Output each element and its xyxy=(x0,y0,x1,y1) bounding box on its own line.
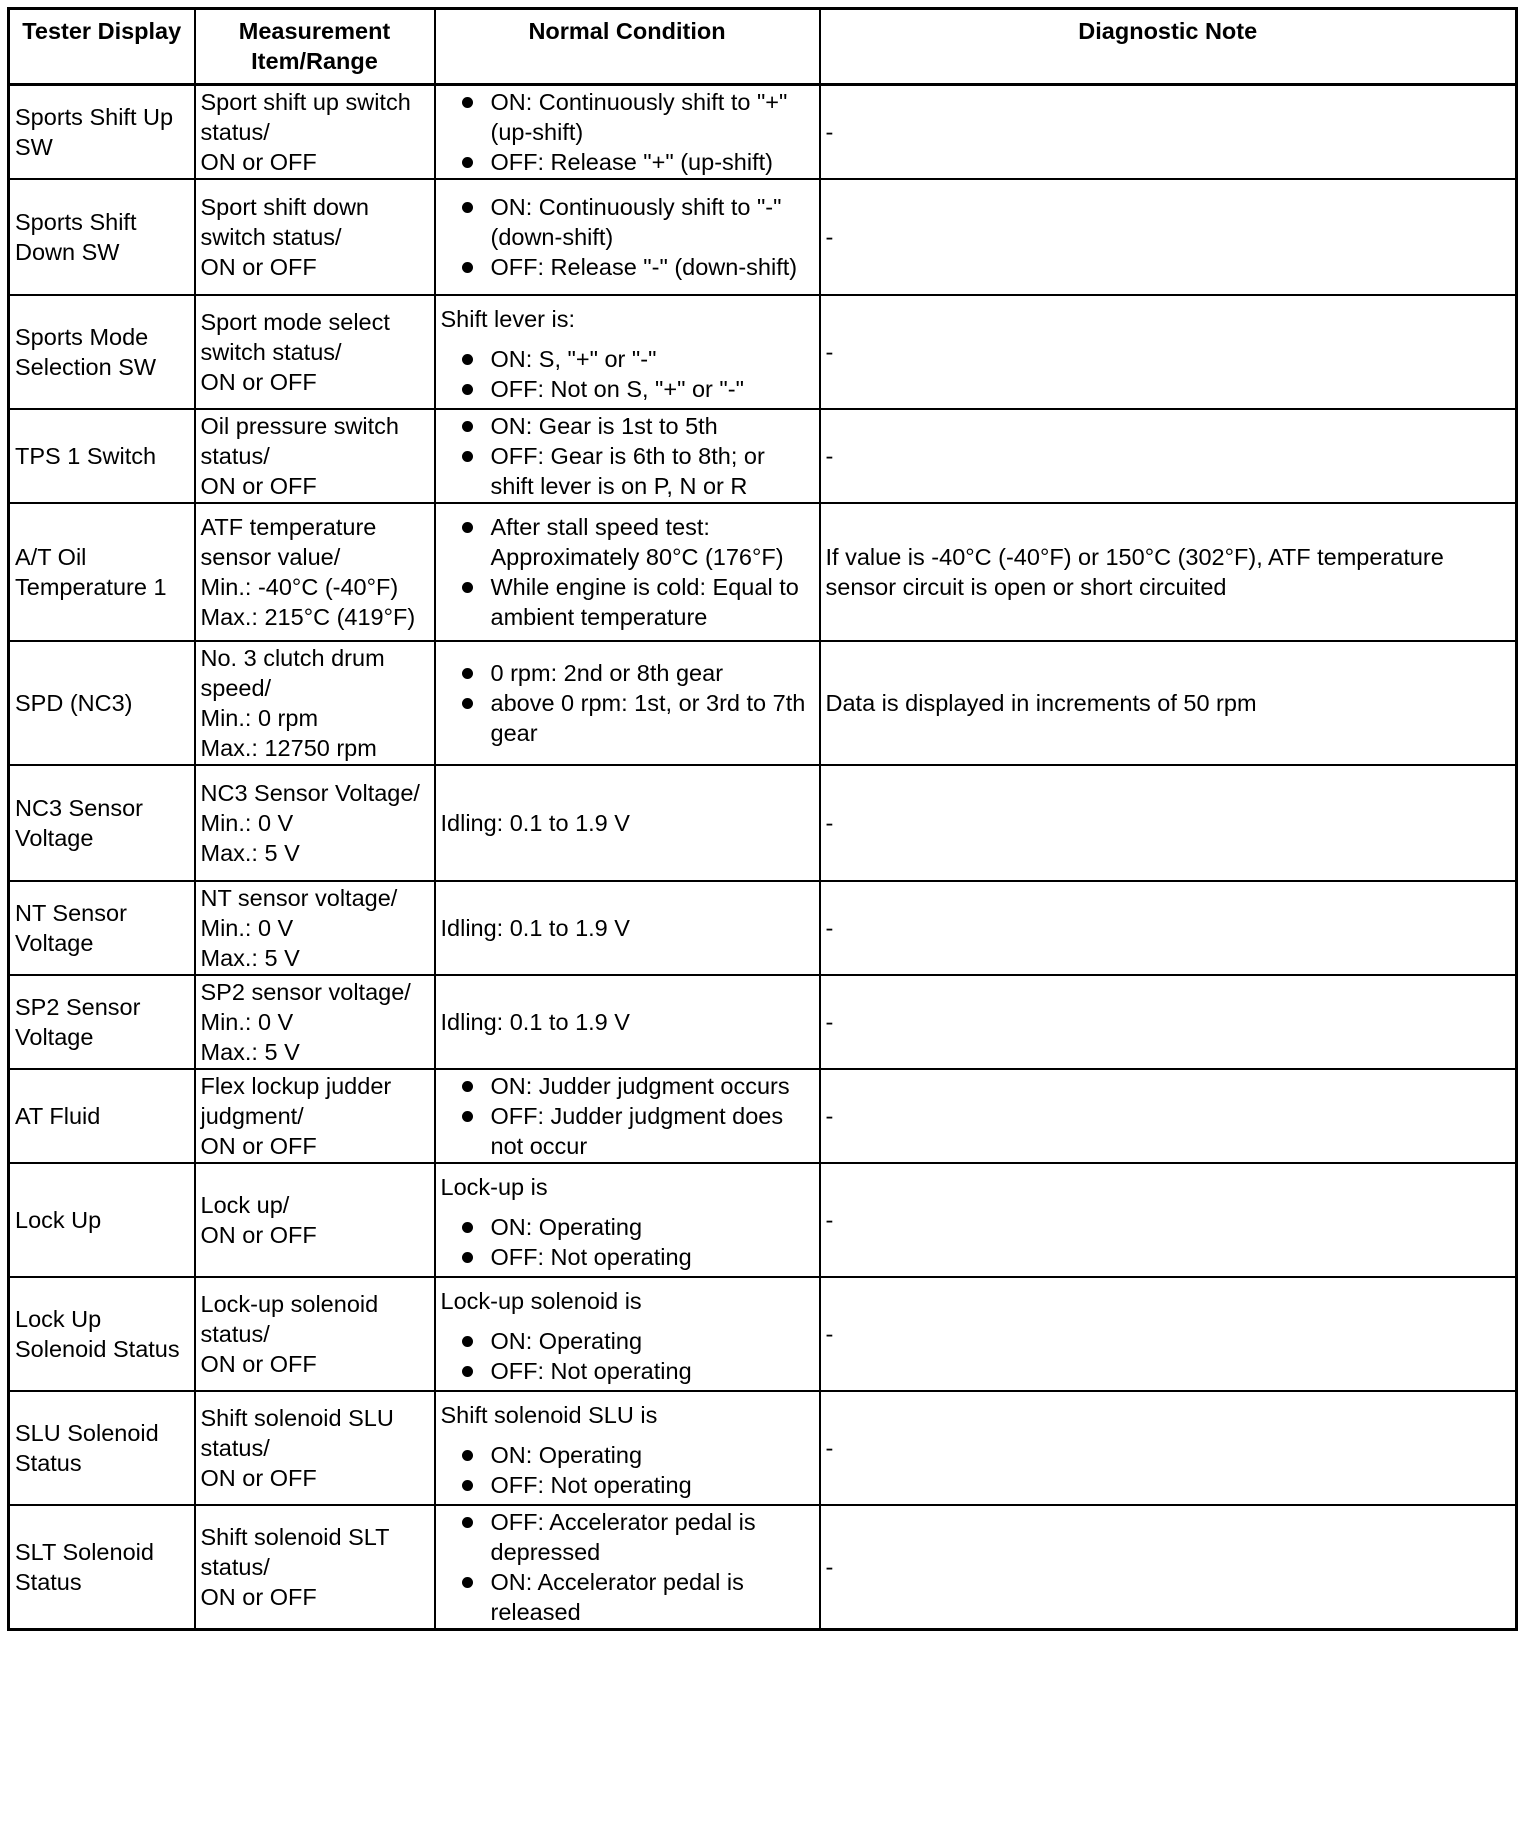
header-diagnostic-note: Diagnostic Note xyxy=(820,9,1517,85)
condition-list xyxy=(441,1071,814,1161)
condition-item: above 0 rpm: 1st, or 3rd to 7th gear xyxy=(441,688,814,748)
condition-item: OFF: Not operating xyxy=(441,1356,814,1386)
condition-item: ON: Operating xyxy=(441,1212,814,1242)
table-row xyxy=(9,1391,1517,1505)
condition-item: OFF: Not operating xyxy=(441,1470,814,1500)
table-row xyxy=(9,295,1517,409)
normal-condition-cell xyxy=(435,1277,820,1391)
tester-display-cell: SLU Solenoid Status xyxy=(9,1391,195,1505)
tester-display-cell: Sports Shift Down SW xyxy=(9,179,195,295)
table-header-row xyxy=(9,9,1517,85)
diagnostic-note-cell: - xyxy=(820,179,1517,295)
diagnostic-note-cell: - xyxy=(820,765,1517,881)
normal-condition-cell xyxy=(435,1505,820,1630)
tester-display-cell: Sports Mode Selection SW xyxy=(9,295,195,409)
condition-item: ON: Continuously shift to "+" (up-shift) xyxy=(441,87,814,147)
measurement-cell: Lock up/ ON or OFF xyxy=(195,1163,435,1277)
normal-condition-cell xyxy=(435,85,820,180)
condition-item: OFF: Not operating xyxy=(441,1242,814,1272)
condition-item: ON: Judder judgment occurs xyxy=(441,1071,814,1101)
table-row xyxy=(9,1163,1517,1277)
condition-item: OFF: Accelerator pedal is depressed xyxy=(441,1507,814,1567)
condition-item: After stall speed test: Approximately 80°C (176°F) xyxy=(441,512,814,572)
condition-item: While engine is cold: Equal to ambient temperature xyxy=(441,572,814,632)
table-row xyxy=(9,179,1517,295)
condition-intro: Idling: 0.1 to 1.9 V xyxy=(440,810,630,836)
normal-condition-cell xyxy=(435,295,820,409)
tester-display-cell: SLT Solenoid Status xyxy=(9,1505,195,1630)
table-row xyxy=(9,881,1517,975)
table-row xyxy=(9,641,1517,765)
table-row xyxy=(9,1277,1517,1391)
measurement-cell: ATF temperature sensor value/ Min.: -40°C (-40°F) Max.: 215°C (419°F) xyxy=(195,503,435,641)
tester-display-cell: NC3 Sensor Voltage xyxy=(9,765,195,881)
measurement-cell: Sport mode select switch status/ ON or OFF xyxy=(195,295,435,409)
measurement-cell: NT sensor voltage/ Min.: 0 V Max.: 5 V xyxy=(195,881,435,975)
normal-condition-cell xyxy=(435,179,820,295)
condition-list xyxy=(441,192,814,282)
table-row xyxy=(9,765,1517,881)
normal-condition-cell xyxy=(435,765,820,881)
diagnostic-note-cell: - xyxy=(820,1277,1517,1391)
diagnostic-note-cell: - xyxy=(820,1505,1517,1630)
table-row xyxy=(9,409,1517,503)
tester-display-cell: Lock Up Solenoid Status xyxy=(9,1277,195,1391)
header-measurement: Measurement Item/Range xyxy=(195,9,435,85)
condition-intro: Shift solenoid SLU is xyxy=(440,1401,658,1428)
diagnostic-table xyxy=(7,7,1518,1631)
condition-item: OFF: Judder judgment does not occur xyxy=(441,1101,814,1161)
condition-item: ON: Operating xyxy=(441,1440,814,1470)
tester-display-cell: AT Fluid xyxy=(9,1069,195,1163)
condition-intro: Idling: 0.1 to 1.9 V xyxy=(440,915,630,941)
tester-display-cell: Sports Shift Up SW xyxy=(9,85,195,180)
header-normal-condition: Normal Condition xyxy=(435,9,820,85)
condition-item: ON: Continuously shift to "-" (down-shift) xyxy=(441,192,814,252)
diagnostic-note-cell: - xyxy=(820,1391,1517,1505)
table-row xyxy=(9,1069,1517,1163)
diagnostic-note-cell: Data is displayed in increments of 50 rpm xyxy=(820,641,1517,765)
diagnostic-note-cell: - xyxy=(820,295,1517,409)
table-row xyxy=(9,85,1517,180)
condition-list xyxy=(441,1212,814,1272)
normal-condition-cell xyxy=(435,503,820,641)
tester-display-cell: SP2 Sensor Voltage xyxy=(9,975,195,1069)
diagnostic-note-cell: - xyxy=(820,881,1517,975)
condition-item: ON: Gear is 1st to 5th xyxy=(441,411,814,441)
tester-display-cell: SPD (NC3) xyxy=(9,641,195,765)
table-row xyxy=(9,1505,1517,1630)
measurement-cell: Shift solenoid SLT status/ ON or OFF xyxy=(195,1505,435,1630)
condition-intro: Lock-up solenoid is xyxy=(440,1287,642,1314)
normal-condition-cell xyxy=(435,409,820,503)
condition-list xyxy=(441,411,814,501)
tester-display-cell: Lock Up xyxy=(9,1163,195,1277)
condition-item: OFF: Gear is 6th to 8th; or shift lever is on P, N or R xyxy=(441,441,814,501)
condition-intro: Lock-up is xyxy=(440,1173,548,1200)
normal-condition-cell xyxy=(435,881,820,975)
measurement-cell: SP2 sensor voltage/ Min.: 0 V Max.: 5 V xyxy=(195,975,435,1069)
diagnostic-note-cell: If value is -40°C (-40°F) or 150°C (302°F), ATF temperature sensor circuit is open or short circuited xyxy=(820,503,1517,641)
condition-item: OFF: Release "+" (up-shift) xyxy=(441,147,814,177)
measurement-cell: Shift solenoid SLU status/ ON or OFF xyxy=(195,1391,435,1505)
condition-item: ON: S, "+" or "-" xyxy=(441,344,814,374)
normal-condition-cell xyxy=(435,1163,820,1277)
measurement-cell: Flex lockup judder judgment/ ON or OFF xyxy=(195,1069,435,1163)
measurement-cell: Lock-up solenoid status/ ON or OFF xyxy=(195,1277,435,1391)
measurement-cell: Oil pressure switch status/ ON or OFF xyxy=(195,409,435,503)
condition-item: ON: Operating xyxy=(441,1326,814,1356)
measurement-cell: Sport shift up switch status/ ON or OFF xyxy=(195,85,435,180)
condition-list xyxy=(441,1507,814,1627)
condition-list xyxy=(441,512,814,632)
normal-condition-cell xyxy=(435,641,820,765)
condition-item: OFF: Not on S, "+" or "-" xyxy=(441,374,814,404)
tester-display-cell: NT Sensor Voltage xyxy=(9,881,195,975)
diagnostic-table-container xyxy=(7,7,1515,1631)
condition-item: OFF: Release "-" (down-shift) xyxy=(441,252,814,282)
measurement-cell: Sport shift down switch status/ ON or OFF xyxy=(195,179,435,295)
condition-list xyxy=(441,658,814,748)
measurement-cell: No. 3 clutch drum speed/ Min.: 0 rpm Max.: 12750 rpm xyxy=(195,641,435,765)
header-tester-display: Tester Display xyxy=(9,9,195,85)
condition-list xyxy=(441,1326,814,1386)
diagnostic-note-cell: - xyxy=(820,975,1517,1069)
condition-list xyxy=(441,87,814,177)
condition-item: 0 rpm: 2nd or 8th gear xyxy=(441,658,814,688)
diagnostic-note-cell: - xyxy=(820,409,1517,503)
tester-display-cell: TPS 1 Switch xyxy=(9,409,195,503)
diagnostic-note-cell: - xyxy=(820,1069,1517,1163)
normal-condition-cell xyxy=(435,1391,820,1505)
normal-condition-cell xyxy=(435,1069,820,1163)
table-body xyxy=(9,85,1517,1630)
condition-item: ON: Accelerator pedal is released xyxy=(441,1567,814,1627)
condition-list xyxy=(441,344,814,404)
table-row xyxy=(9,503,1517,641)
tester-display-cell: A/T Oil Temperature 1 xyxy=(9,503,195,641)
condition-intro: Shift lever is: xyxy=(440,305,576,332)
table-row xyxy=(9,975,1517,1069)
diagnostic-note-cell: - xyxy=(820,85,1517,180)
measurement-cell: NC3 Sensor Voltage/ Min.: 0 V Max.: 5 V xyxy=(195,765,435,881)
diagnostic-note-cell: - xyxy=(820,1163,1517,1277)
condition-list xyxy=(441,1440,814,1500)
normal-condition-cell xyxy=(435,975,820,1069)
condition-intro: Idling: 0.1 to 1.9 V xyxy=(440,1009,630,1035)
